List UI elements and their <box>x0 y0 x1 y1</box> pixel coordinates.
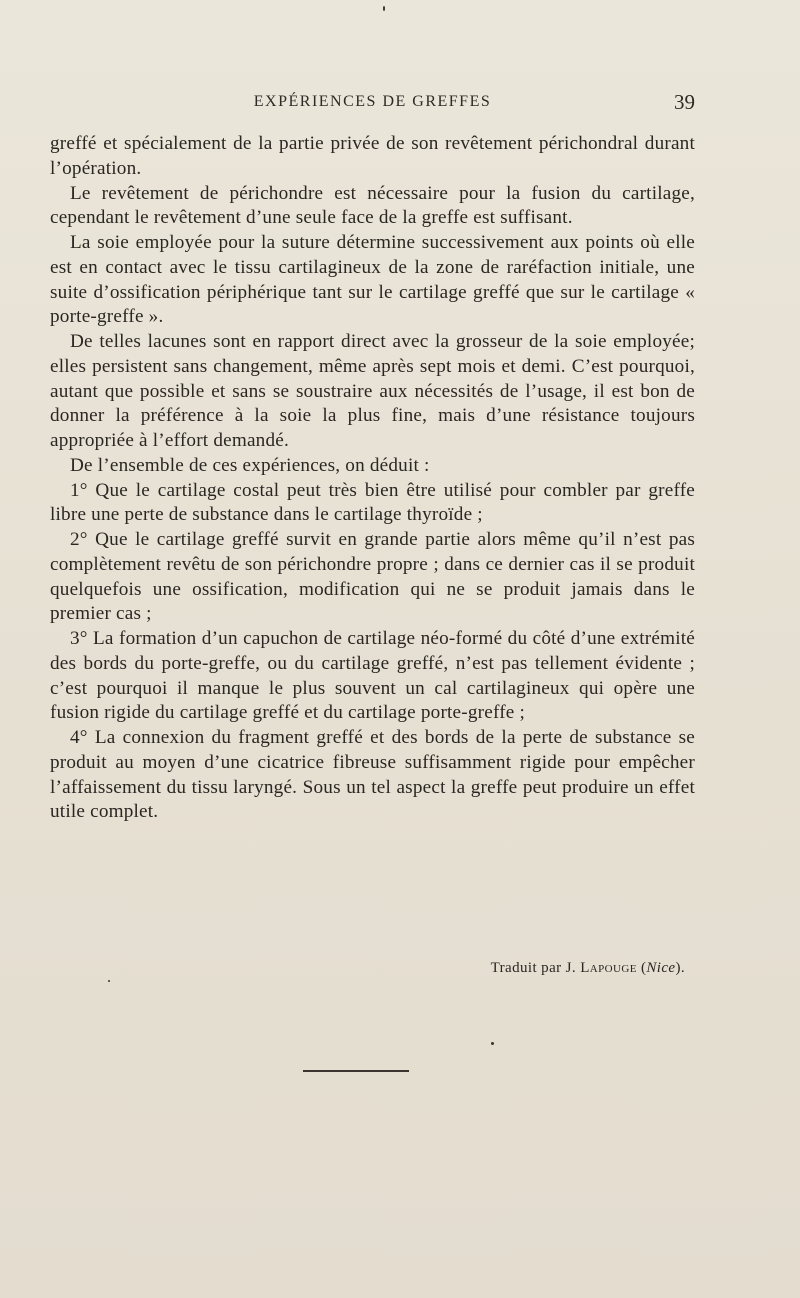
conclusion-item-2: 2° Que le cartilage greffé survit en grande partie alors même qu’il n’est pas complètement revêtu de son périchondre propre ; dans ce dernier cas il se produit quelquefois une ossification, modification qui ne se produit jamais dans le premier cas ; <box>50 529 695 625</box>
translator-credit <box>50 960 695 977</box>
credit-city-open: ( <box>636 960 647 976</box>
paragraph: De telles lacunes sont en rapport direct avec la grosseur de la soie employée; elles persistent sans changement, même après sept mois et demi. C’est pourquoi, autant que possible et sans se soustraire aux nécessités de l’usage, il est bon de donner la préférence à la soie la plus fine, mais d’une résistance toujours appropriée à l’effort demandé. <box>50 331 695 451</box>
conclusion-item-4: 4° La connexion du fragment greffé et des bords de la perte de substance se produit au moyen d’une cicatrice fibreuse suffisamment rigide pour empêcher l’affaissement du tissu laryngé. Sous un tel aspect la greffe peut produire un effet utile complet. <box>50 727 695 823</box>
running-title: EXPÉRIENCES DE GREFFES <box>253 93 492 110</box>
translator-name: Lapouge <box>580 960 637 976</box>
paragraph: Le revêtement de périchondre est nécessaire pour la fusion du cartilage, cependant le revêtement d’une seule face de la greffe est suffisant. <box>50 182 695 229</box>
conclusion-item-1: 1° Que le cartilage costal peut très bien être utilisé pour combler par greffe libre une perte de substance dans le cartilage thyroïde ; <box>50 479 695 526</box>
credit-prefix: Traduit par J. <box>490 960 581 976</box>
paragraph: La soie employée pour la suture détermine successivement aux points où elle est en contact avec le tissu cartilagineux de la zone de raréfaction initiale, une suite d’ossification périphérique tant sur le cartilage greffé que sur le cartilage « porte-greffe ». <box>50 232 695 328</box>
ink-speck <box>383 6 385 11</box>
credit-city-close: ). <box>675 960 685 976</box>
paragraph: De l’ensemble de ces expériences, on déduit : <box>70 454 430 476</box>
conclusion-item-3: 3° La formation d’un capuchon de cartilage néo-formé du côté d’une extrémité des bords du porte-greffe, ou du cartilage greffé, n’est pas tellement évidente ; c’est pourquoi il manque le plus souvent un cal cartilagineux qui opère une fusion rigide du cartilage greffé et du cartilage porte-greffe ; <box>50 628 695 724</box>
paragraph-continuation: greffé et spécialement de la partie privée de son revêtement périchondral durant l’opération. <box>50 133 695 179</box>
body-text <box>50 132 695 825</box>
ink-speck <box>108 980 110 982</box>
translator-city: Nice <box>646 960 676 976</box>
ink-speck <box>491 1042 494 1045</box>
running-head <box>50 90 695 116</box>
page-number: 39 <box>674 90 695 114</box>
end-rule <box>303 1070 409 1072</box>
